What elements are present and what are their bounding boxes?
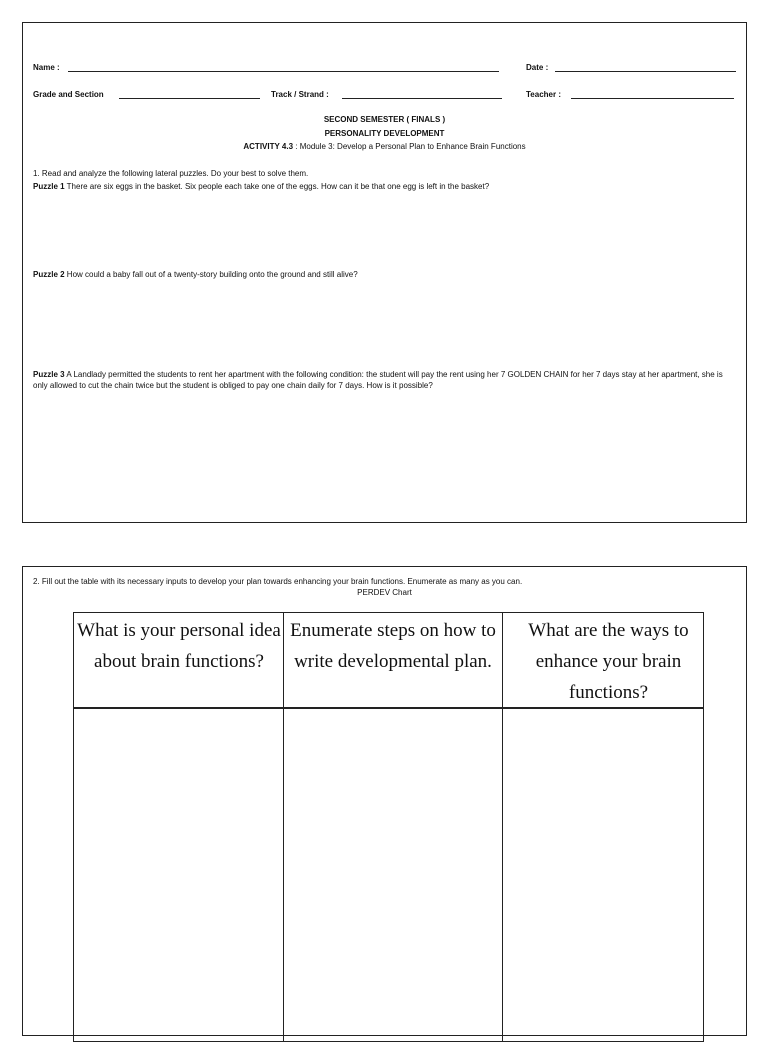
subject-title: PERSONALITY DEVELOPMENT [324, 129, 445, 138]
puzzle-1-text: There are six eggs in the basket. Six people each take one of the eggs. How can it be that one egg is left in the basket? [64, 182, 490, 191]
date-label: Date : [526, 63, 549, 72]
puzzle-1-answer-area[interactable] [33, 195, 733, 265]
puzzle-2-label: Puzzle 2 [33, 270, 65, 279]
grade-section-label: Grade and Section [33, 90, 104, 99]
puzzle-3-answer-area[interactable] [33, 395, 733, 515]
perdev-table [73, 612, 704, 1042]
puzzle-3 [33, 369, 733, 391]
puzzle-3-text: A Landlady permitted the students to rent her apartment with the following condition: the student will pay the rent using her 7 GOLDEN CHAIN for her 7 days stay at her apartment, she is only allowed to cut the chain twice but the student is obliged to pay one chain daily for 7 days. How is it possible? [33, 370, 723, 390]
part1-instruction: 1. Read and analyze the following lateral puzzles. Do your best to solve them. [33, 169, 309, 178]
teacher-field[interactable] [571, 98, 734, 99]
puzzle-1-label: Puzzle 1 [33, 182, 65, 191]
track-strand-label: Track / Strand : [271, 90, 329, 99]
semester-title: SECOND SEMESTER ( FINALS ) [323, 115, 446, 124]
puzzle-2-answer-area[interactable] [33, 283, 733, 365]
activity-label: ACTIVITY 4.3 [243, 142, 294, 151]
activity-text: : Module 3: Develop a Personal Plan to Enhance Brain Functions [293, 142, 526, 151]
name-label: Name : [33, 63, 60, 72]
name-field[interactable] [68, 71, 499, 72]
worksheet-part-1 [22, 22, 747, 523]
worksheet-part-2 [22, 566, 747, 1036]
puzzle-2 [33, 269, 733, 280]
track-strand-field[interactable] [342, 98, 502, 99]
answer-cell-steps[interactable] [284, 709, 502, 1041]
answer-cell-personal-idea[interactable] [74, 709, 283, 1041]
puzzle-2-text: How could a baby fall out of a twenty-story building onto the ground and still alive? [64, 270, 358, 279]
puzzle-1 [33, 181, 733, 192]
activity-title [23, 142, 746, 152]
date-field[interactable] [555, 71, 736, 72]
puzzle-3-label: Puzzle 3 [33, 370, 65, 379]
column-header-personal-idea: What is your personal idea about brain functions? [77, 620, 281, 672]
part2-instruction: 2. Fill out the table with its necessary inputs to develop your plan towards enhancing your brain functions. Enumerate as many as you can. [33, 577, 523, 586]
answer-cell-ways-to-enhance[interactable] [503, 709, 703, 1041]
grade-section-field[interactable] [119, 98, 260, 99]
column-header-steps: Enumerate steps on how to write developmental plan. [290, 620, 496, 672]
teacher-label: Teacher : [526, 90, 561, 99]
chart-title: PERDEV Chart [357, 588, 412, 597]
column-header-ways-to-enhance: What are the ways to enhance your brain functions? [528, 620, 689, 703]
